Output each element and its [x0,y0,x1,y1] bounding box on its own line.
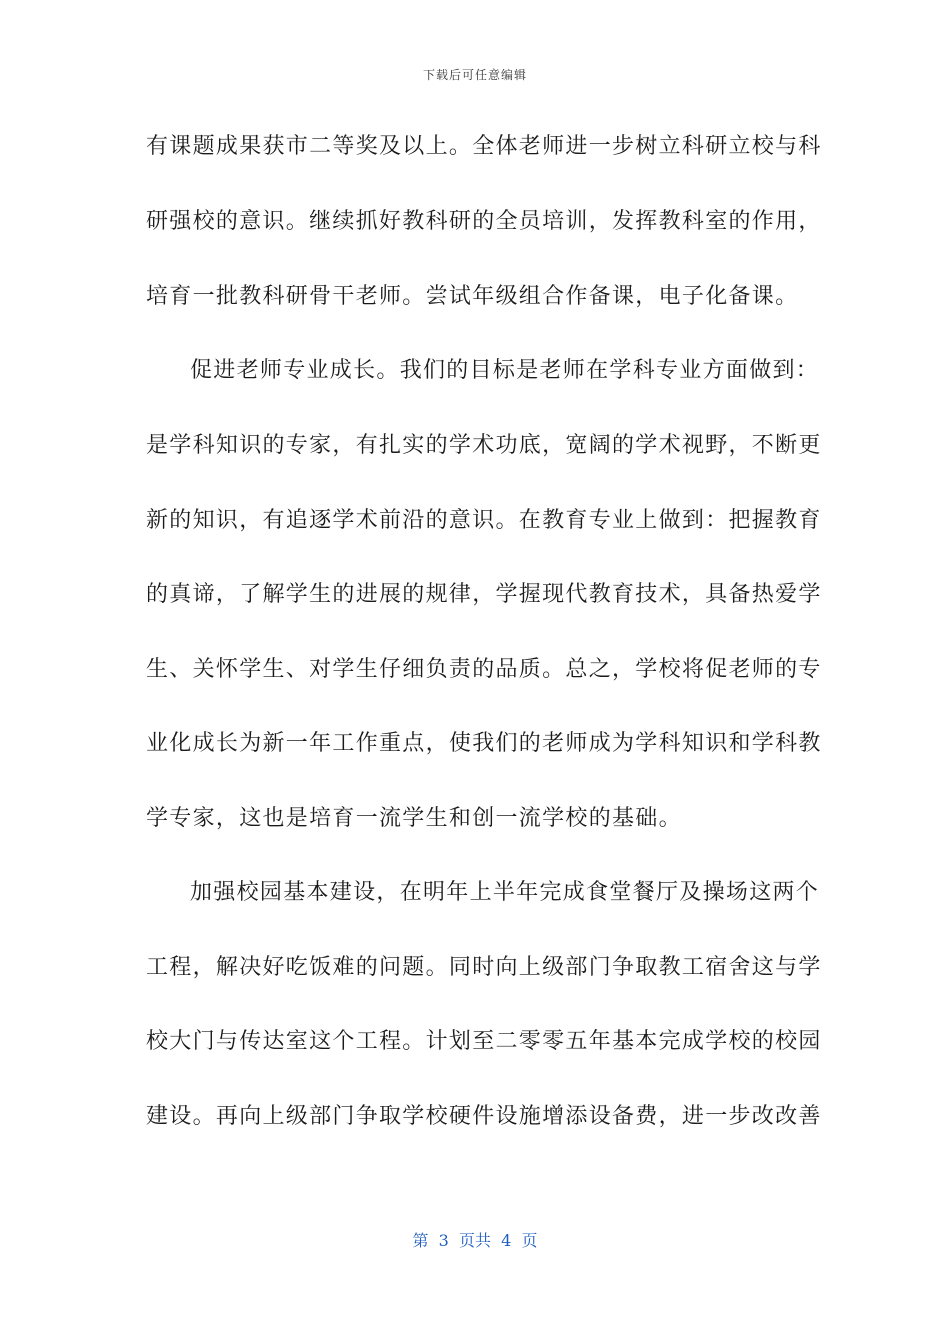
paragraph-first-line: 促进老师专业成长。我们的目标是老师在学科专业方面做到： [190,358,820,383]
page-footer: 第 3 页共 4 页 [412,1231,538,1250]
paragraph-line: 工程，解决好吃饭难的问题。同时向上级部门争取教工宿舍这与学 [146,955,822,980]
paragraph-line: 培育一批教科研骨干老师。尝试年级组合作备课，电子化备课。 [146,284,799,309]
paragraph-first-line: 加强校园基本建设，在明年上半年完成食堂餐厅及操场这两个 [190,880,820,905]
paragraph-line: 新的知识，有追逐学术前沿的意识。在教育专业上做到：把握教育 [146,508,822,533]
paragraph-line: 的真谛，了解学生的进展的规律，学握现代教育技术，具备热爱学 [146,582,822,607]
paragraph-line: 生、关怀学生、对学生仔细负责的品质。总之，学校将促老师的专 [146,657,822,682]
paragraph-line: 有课题成果获市二等奖及以上。全体老师进一步树立科研立校与科 [146,134,822,159]
paragraph-line: 业化成长为新一年工作重点，使我们的老师成为学科知识和学科教 [146,731,822,756]
page-header: 下载后可任意编辑 [422,68,527,82]
paragraph-line: 研强校的意识。继续抓好教科研的全员培训，发挥教科室的作用， [146,209,822,234]
paragraph-line: 建设。再向上级部门争取学校硬件设施增添设备费，进一步改改善 [146,1104,822,1129]
paragraph-line: 学专家，这也是培育一流学生和创一流学校的基础。 [146,806,682,831]
paragraph-line: 是学科知识的专家，有扎实的学术功底，宽阔的学术视野，不断更 [146,433,822,458]
paragraph-line: 校大门与传达室这个工程。计划至二零零五年基本完成学校的校园 [146,1029,822,1054]
